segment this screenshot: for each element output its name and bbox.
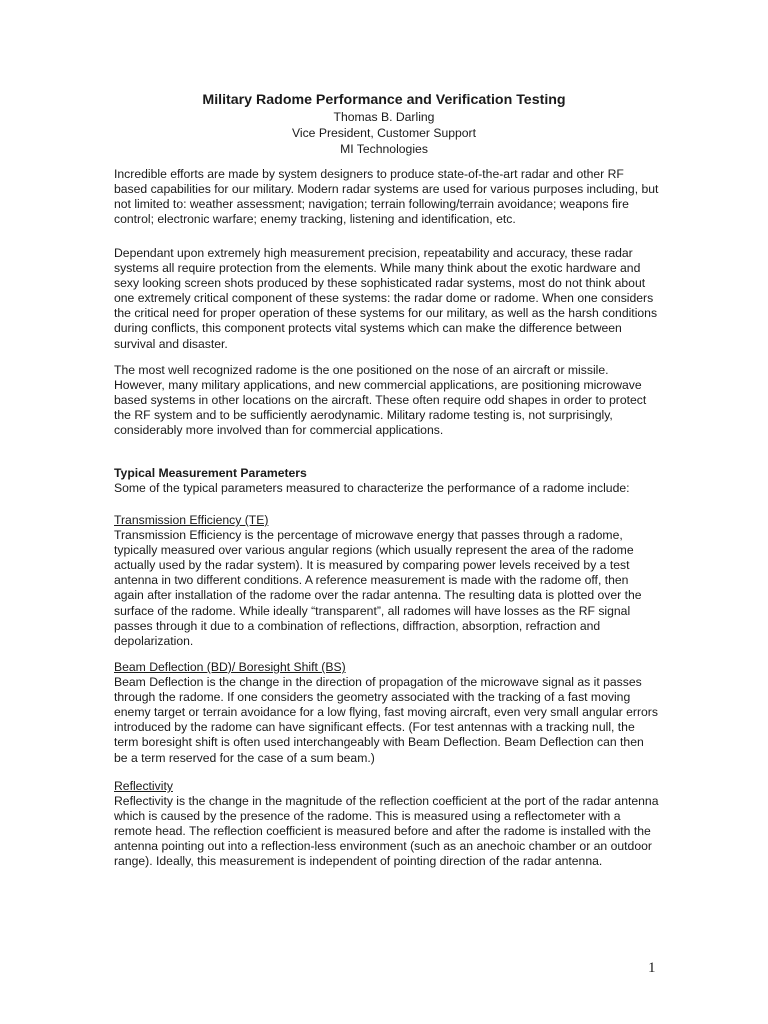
author-position: Vice President, Customer Support <box>291 126 477 140</box>
intro-paragraph-2 <box>114 246 659 352</box>
subsection-heading: Transmission Efficiency (TE) <box>114 513 269 527</box>
intro-paragraph-1 <box>114 167 659 227</box>
subsection-text: Transmission Efficiency is the percentage of microwave energy that passes through a radome, typically measured over various angular regions (which usually represent the area of the radome actually used by the radar system). It is measured by comparing power levels received by a test antenna in two different conditions. A reference measurement is made with the radome off, then again after installation of the radome over the radar antenna. The resulting data is plotted over the surface of the radome. While ideally “transparent”, all radomes will have losses as the RF signal passes through it due to a combination of reflections, diffraction, absorption, refraction and depolarization. <box>114 528 642 648</box>
section-heading: Typical Measurement Parameters <box>114 466 307 480</box>
subsection-text: Beam Deflection is the change in the direction of propagation of the microwave signal as it passes through the radome. If one considers the geometry associated with the tracking of a fast moving enemy target or terrain avoidance for a low flying, fast moving aircraft, even very small angular errors introduced by the radome can have significant effects. (For test antennas with a tracking null, the term boresight shift is often used interchangeably with Beam Deflection. Beam Deflection can then be a term reserved for the case of a sum beam.) <box>114 675 658 765</box>
subsection-text: Reflectivity is the change in the magnitude of the reflection coefficient at the port of the radar antenna which is caused by the presence of the radome. This is measured using a reflectometer with a remote head. The reflection coefficient is measured before and after the radome is installed with the antenna pointing out into a reflection-less environment (such as an anechoic chamber or an outdoor range). Ideally, this measurement is independent of pointing direction of the radar antenna. <box>114 794 659 869</box>
paragraph-text: The most well recognized radome is the one positioned on the nose of an aircraft or missile. However, many military applications, and new commercial applications, are positioning microwave based systems in other locations on the aircraft. These often require odd shapes in order to protect the RF system and to be sufficiently aerodynamic. Military radome testing is, not surprisingly, considerably more involved than for commercial applications. <box>114 363 647 438</box>
section-intro: Some of the typical parameters measured to characterize the performance of a radome include: <box>114 481 630 496</box>
document-header <box>0 92 768 157</box>
author-name: Thomas B. Darling <box>333 110 435 124</box>
measurement-parameters-section <box>114 466 659 496</box>
page-number: 1 <box>648 960 656 976</box>
author-company: MI Technologies <box>340 142 428 156</box>
paragraph-text: Dependant upon extremely high measurement precision, repeatability and accuracy, these radar systems all require protection from the elements. While many think about the exotic hardware and sexy looking screen shots produced by these sophisticated radar systems, most do not think about one extremely critical component of these systems: the radar dome or radome. When one considers the critical need for proper operation of these systems for our military, as well as the harsh conditions during conflicts, this component protects vital systems which can make the difference between survival and disaster. <box>114 246 658 351</box>
reflectivity-section <box>114 779 659 870</box>
paragraph-text: Incredible efforts are made by system designers to produce state-of-the-art radar and other RF based capabilities for our military. Modern radar systems are used for various purposes including, but not limited to: weather assessment; navigation; terrain following/terrain avoidance; weapons fire control; electronic warfare; enemy tracking, listening and identification, etc. <box>114 167 659 227</box>
document-title: Military Radome Performance and Verification Testing <box>202 92 566 108</box>
intro-paragraph-3 <box>114 363 659 438</box>
subsection-heading: Beam Deflection (BD)/ Boresight Shift (BS) <box>114 660 346 674</box>
subsection-heading: Reflectivity <box>114 779 173 793</box>
transmission-efficiency-section <box>114 513 659 649</box>
beam-deflection-section <box>114 660 659 766</box>
